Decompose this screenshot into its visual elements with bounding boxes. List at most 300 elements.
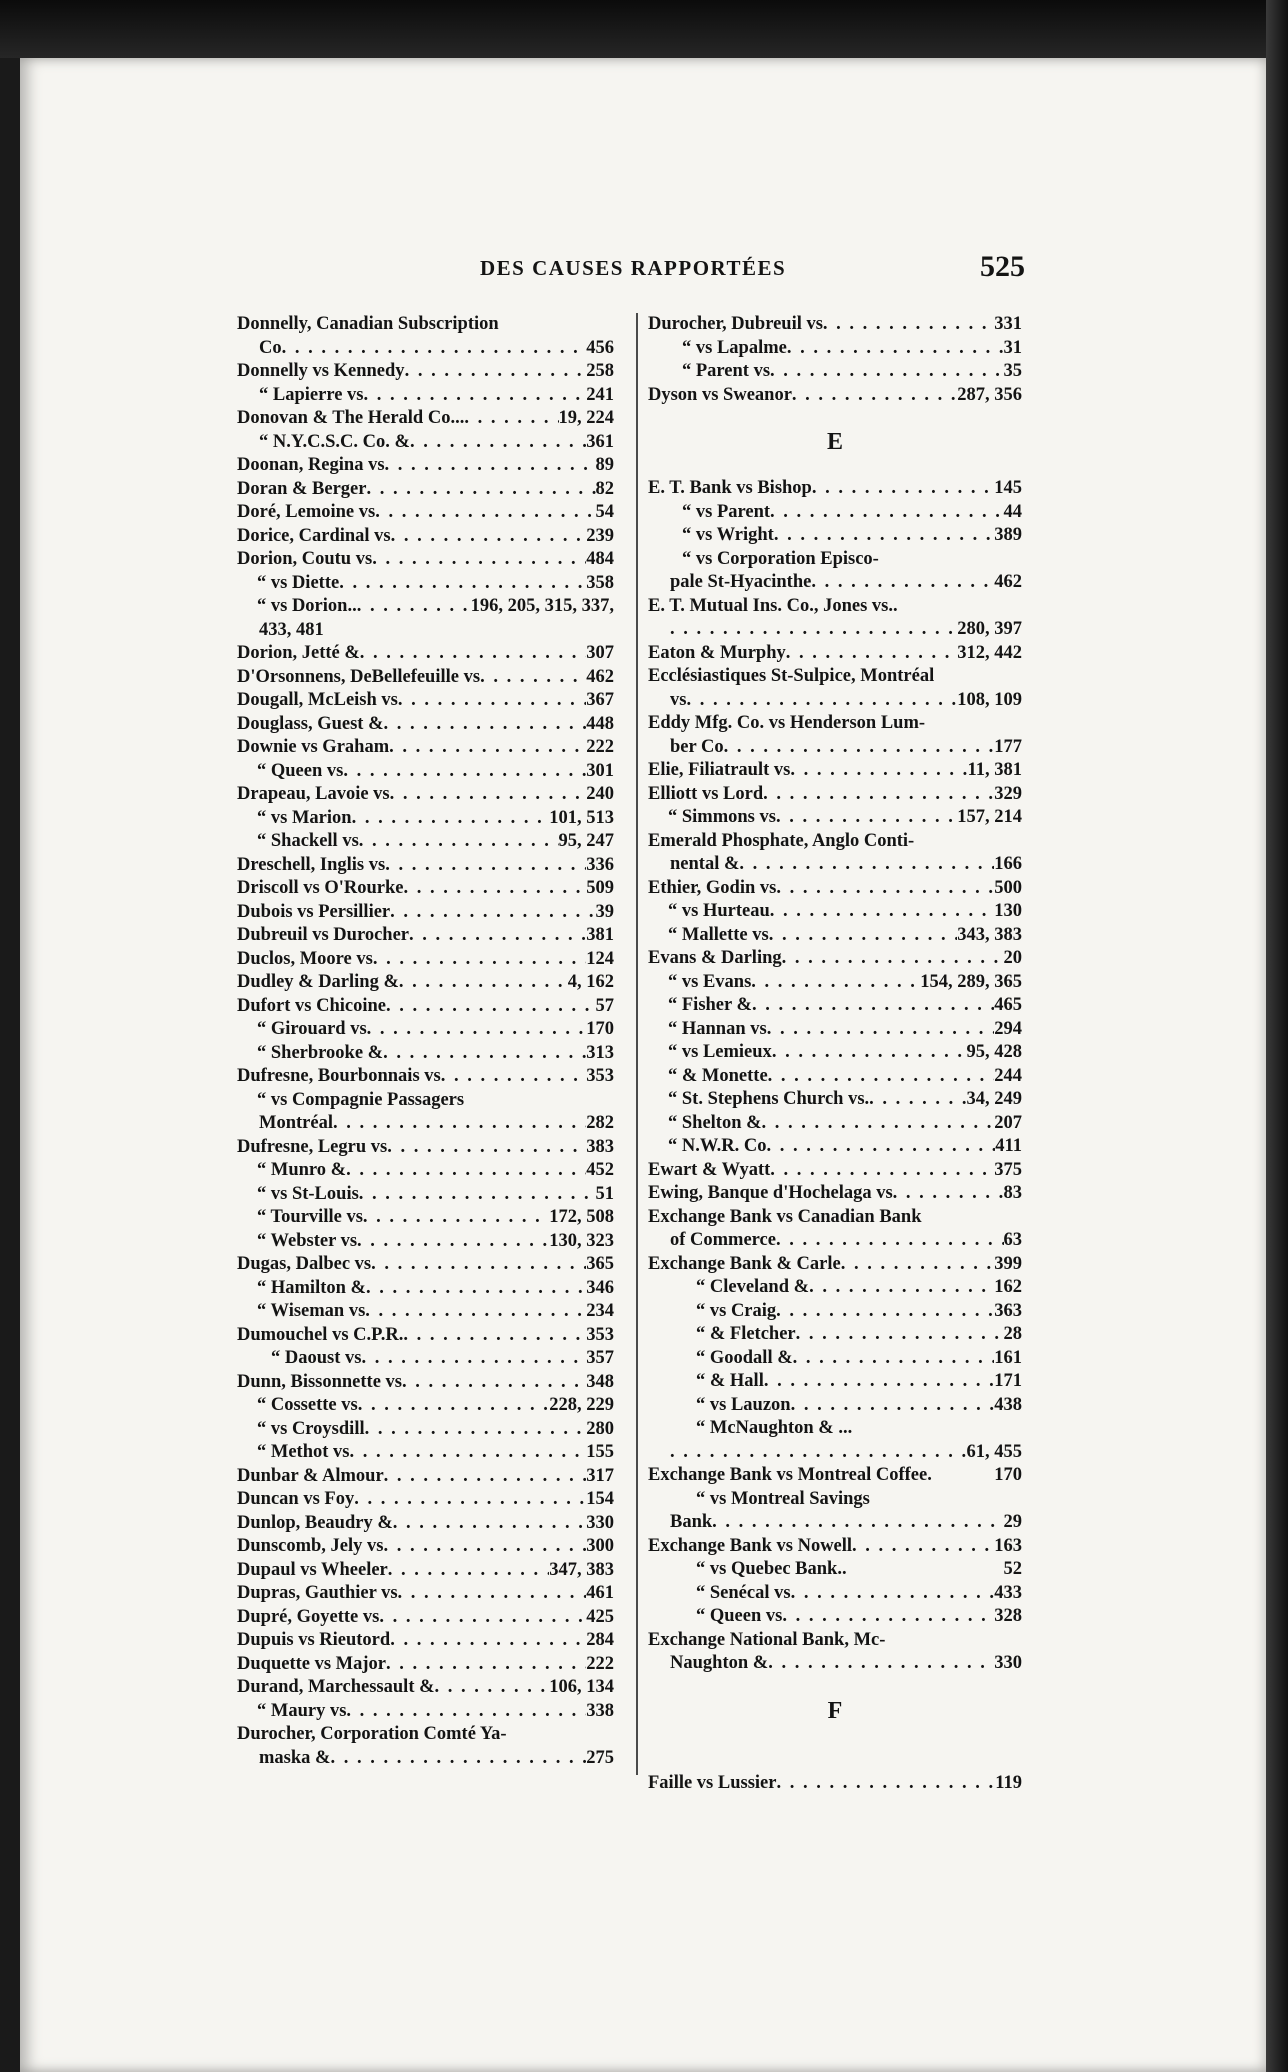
dot-leader [767, 1135, 996, 1159]
entry-text: “ Sherbrooke & [257, 1042, 384, 1063]
entry-page-ref: 411 [995, 1136, 1022, 1156]
entry-page-ref: 196, 205, 315, 337, [470, 596, 614, 616]
entry-text: Dufresne, Bourbonnais vs [237, 1066, 441, 1086]
entry-text: “ vs Lauzon [696, 1394, 791, 1415]
entry-page-ref: 500 [994, 877, 1022, 898]
index-entry [648, 501, 1022, 525]
entry-text: 433, 481 [259, 619, 324, 640]
entry-page-ref: 389 [994, 525, 1022, 545]
entry-text: Dunlop, Beaudry & [237, 1512, 393, 1533]
column-divider [636, 313, 638, 1775]
entry-text: Eaton & Murphy [648, 642, 786, 663]
entry-text: E. T. Mutual Ins. Co., Jones vs.. [648, 595, 898, 616]
entry-page-ref: 82 [595, 478, 614, 499]
entry-page-ref: 433 [994, 1582, 1022, 1603]
index-entry [237, 760, 614, 784]
index-entry [237, 854, 614, 878]
index-entry [237, 877, 614, 901]
scan-top-border [0, 0, 1288, 58]
dot-leader [751, 971, 920, 995]
dot-leader [686, 689, 957, 713]
dot-leader [869, 1088, 966, 1112]
dot-leader [363, 384, 586, 408]
entry-text: Durand, Marchessault & [237, 1677, 435, 1697]
index-entry [237, 1653, 614, 1677]
entry-page-ref: 124 [586, 948, 614, 969]
index-entry [648, 830, 1022, 854]
dot-leader [893, 1182, 1004, 1206]
entry-text: “ Senécal vs [696, 1582, 791, 1603]
index-entry [648, 548, 1022, 572]
entry-page-ref: 330 [586, 1512, 614, 1533]
entry-page-ref: 336 [586, 854, 614, 875]
index-entry [237, 313, 614, 337]
entry-page-ref: 438 [994, 1394, 1022, 1415]
entry-page-ref: 338 [586, 1700, 614, 1721]
entry-page-ref: 313 [586, 1042, 614, 1063]
entry-page-ref: 343, 383 [957, 924, 1022, 945]
index-entry [648, 783, 1022, 807]
index-entry [648, 642, 1022, 666]
dot-leader [712, 1511, 1003, 1535]
entry-text: “ Shackell vs [257, 831, 359, 851]
dot-leader [774, 524, 994, 548]
index-entry [648, 994, 1022, 1018]
entry-text: Dupras, Gauthier vs [237, 1583, 398, 1603]
index-entry [237, 1512, 614, 1536]
index-entry [237, 454, 614, 478]
entry-text: of Commerce [670, 1230, 776, 1250]
entry-page-ref: 39 [595, 901, 614, 922]
entry-text: Dunscomb, Jely vs [237, 1536, 384, 1556]
index-entry [237, 1559, 614, 1583]
dot-leader [764, 1370, 994, 1394]
dot-leader [359, 1183, 596, 1207]
entry-page-ref: 358 [586, 572, 614, 593]
index-entry [648, 947, 1022, 971]
dot-leader [762, 1112, 995, 1136]
dot-leader [365, 1300, 586, 1324]
dot-leader [385, 854, 586, 878]
index-entry [237, 1606, 614, 1630]
index-entry [237, 1065, 614, 1089]
dot-leader [399, 971, 568, 995]
dot-leader [841, 1253, 995, 1277]
index-entry [237, 337, 614, 361]
dot-leader [365, 1418, 587, 1442]
entry-page-ref: 130 [994, 901, 1022, 921]
entry-text: Donnelly, Canadian Subscription [237, 314, 499, 334]
entry-text: Dubreuil vs Durocher [237, 925, 409, 945]
entry-text: “ Mallette vs [668, 924, 769, 945]
entry-text: “ Shelton & [668, 1112, 762, 1133]
entry-text: Dudley & Darling & [237, 972, 399, 992]
entry-page-ref: 347, 383 [549, 1559, 614, 1580]
index-entry [237, 525, 614, 549]
index-entry [648, 1300, 1022, 1324]
dot-leader [361, 1347, 586, 1371]
dot-leader [769, 924, 958, 948]
entry-page-ref: 101, 513 [549, 807, 614, 828]
index-entry [648, 1629, 1022, 1653]
index-entry [237, 666, 614, 690]
entry-page-ref: 312, 442 [957, 642, 1022, 663]
dot-leader [791, 1394, 995, 1418]
index-entry [237, 1277, 614, 1301]
dot-leader [812, 477, 994, 501]
dot-leader [752, 994, 994, 1018]
entry-page-ref: 282 [586, 1113, 614, 1133]
entry-page-ref: 95, 247 [558, 831, 614, 851]
index-entry [648, 1229, 1022, 1253]
entry-text: Bank [670, 1512, 713, 1532]
index-entry [237, 1465, 614, 1489]
section-letter: F [827, 1697, 843, 1724]
dot-leader [763, 783, 994, 807]
dot-leader [792, 384, 957, 408]
section-letter: E [826, 429, 843, 455]
entry-text: “ Maury vs [257, 1700, 347, 1721]
dot-leader [776, 806, 957, 830]
entry-page-ref: 57 [595, 995, 614, 1016]
dot-leader [333, 1112, 586, 1136]
entry-text: Dyson vs Sweanor [648, 384, 792, 405]
entry-page-ref: 106, 134 [549, 1677, 614, 1697]
index-entry [648, 665, 1022, 689]
index-entry [648, 1065, 1022, 1089]
index-entry [648, 595, 1022, 619]
entry-page-ref: 280 [586, 1418, 614, 1439]
dot-leader [354, 1488, 586, 1512]
index-entry [648, 924, 1022, 948]
index-entry [237, 1535, 614, 1559]
entry-text: “ Hamilton & [257, 1277, 366, 1298]
index-entry [648, 313, 1022, 337]
entry-page-ref: 331 [994, 314, 1022, 334]
dot-leader [359, 830, 559, 854]
entry-page-ref: 161 [994, 1347, 1022, 1368]
dot-leader [339, 572, 586, 596]
dot-leader [372, 548, 586, 572]
entry-text: Dorion, Coutu vs [237, 549, 373, 569]
dot-leader [770, 501, 1003, 525]
entry-page-ref: 228, 229 [549, 1395, 614, 1415]
entry-page-ref: 353 [586, 1324, 614, 1345]
index-entry [237, 995, 614, 1019]
entry-page-ref: 234 [586, 1301, 614, 1321]
entry-page-ref: 307 [586, 643, 614, 663]
index-entry [237, 1183, 614, 1207]
index-entry [237, 783, 614, 807]
entry-text: “ Simmons vs [668, 807, 776, 827]
entry-text: Doonan, Regina vs [237, 455, 385, 475]
index-entry [237, 1136, 614, 1160]
dot-leader [388, 1559, 549, 1583]
entry-page-ref: 172, 508 [549, 1207, 614, 1227]
entry-text: “ vs Lemieux [668, 1042, 772, 1062]
entry-text: Dorion, Jetté & [237, 643, 360, 663]
dot-leader [330, 1747, 586, 1771]
entry-text: “ St. Stephens Church vs. [668, 1089, 870, 1109]
index-entry [648, 1347, 1022, 1371]
index-entry [237, 1324, 614, 1348]
index-entry [237, 1700, 614, 1724]
index-entry [237, 948, 614, 972]
index-page [20, 58, 1268, 2072]
index-entry [237, 642, 614, 666]
entry-page-ref: 346 [586, 1277, 614, 1298]
entry-text: Dupuis vs Rieutord [237, 1630, 391, 1650]
entry-page-ref: 361 [586, 431, 614, 452]
entry-page-ref: 448 [586, 713, 614, 734]
index-entry [648, 1323, 1022, 1347]
index-entry [237, 807, 614, 831]
entry-page-ref: 207 [994, 1112, 1022, 1133]
entry-page-ref: 363 [994, 1300, 1022, 1321]
entry-page-ref: 367 [586, 690, 614, 710]
index-entry [648, 1182, 1022, 1206]
section-gap [648, 1746, 1022, 1772]
dot-leader [386, 995, 595, 1019]
entry-text: “ vs Marion [257, 807, 352, 828]
entry-text: E. T. Bank vs Bishop [648, 478, 812, 498]
entry-page-ref: 157, 214 [957, 807, 1022, 827]
entry-text: Dufort vs Chicoine [237, 995, 387, 1016]
entry-text: Dupré, Goyette vs [237, 1606, 380, 1627]
index-entry [648, 1253, 1022, 1277]
dot-leader [386, 1653, 586, 1677]
index-entry [648, 1582, 1022, 1606]
dot-leader [363, 1206, 549, 1230]
entry-page-ref: 425 [586, 1606, 614, 1627]
index-entry [648, 1535, 1022, 1559]
dot-leader [379, 1606, 586, 1630]
dot-leader [670, 1441, 967, 1465]
entry-text: Durocher, Dubreuil vs [648, 314, 823, 334]
dot-leader [772, 1041, 967, 1065]
entry-page-ref: 44 [1003, 501, 1022, 522]
dot-leader [435, 1676, 550, 1700]
index-entry [648, 1441, 1022, 1465]
entry-page-ref: 375 [994, 1159, 1022, 1180]
entry-text: “ Girouard vs [257, 1019, 367, 1039]
dot-leader [776, 1772, 995, 1796]
entry-text: “ vs Corporation Episco- [682, 548, 879, 569]
entry-text: Emerald Phosphate, Anglo Conti- [648, 830, 915, 851]
scan-right-border [1266, 0, 1288, 2072]
index-entry [648, 1135, 1022, 1159]
running-title: DES CAUSES RAPPORTÉES [480, 256, 787, 280]
entry-text: “ Lapierre vs [259, 384, 364, 405]
entry-text: “ & Fletcher [696, 1324, 796, 1344]
index-entry [648, 1488, 1022, 1512]
dot-leader [402, 1371, 586, 1395]
index-entry [648, 524, 1022, 548]
index-column-right [648, 313, 1022, 1795]
entry-text: vs [670, 689, 687, 710]
entry-text: Durocher, Corporation Comté Ya- [237, 1724, 507, 1744]
entry-text: “ Queen vs [696, 1606, 783, 1626]
dot-leader [393, 1512, 587, 1536]
dot-leader [670, 618, 957, 642]
index-entry [648, 759, 1022, 783]
entry-page-ref: 28 [1003, 1324, 1022, 1344]
entry-page-ref: 89 [595, 455, 614, 475]
dot-leader [823, 313, 994, 337]
index-entry [648, 1652, 1022, 1676]
index-entry [648, 1370, 1022, 1394]
dot-leader [389, 736, 586, 760]
entry-text: “ vs St-Louis [257, 1183, 359, 1204]
entry-page-ref: 29 [1003, 1512, 1022, 1532]
index-entry [648, 689, 1022, 713]
entry-text: Dufresne, Legru vs [237, 1136, 388, 1157]
entry-text: Douglass, Guest & [237, 713, 384, 734]
dot-leader [373, 948, 586, 972]
entry-page-ref: 19, 224 [558, 408, 614, 428]
dot-leader [796, 1323, 1004, 1347]
index-entry [648, 1772, 1022, 1796]
index-entry [648, 1159, 1022, 1183]
entry-text: Montréal [259, 1113, 333, 1133]
entry-text: Downie vs Graham [237, 737, 390, 757]
index-entry [237, 1371, 614, 1395]
index-entry [648, 1558, 1022, 1582]
entry-text: Naughton & [670, 1653, 769, 1673]
entry-page-ref: 51 [595, 1183, 614, 1204]
index-entry [648, 360, 1022, 384]
dot-leader [441, 1065, 587, 1089]
entry-text: Duclos, Moore vs [237, 948, 373, 969]
entry-text: Drapeau, Lavoie vs [237, 784, 390, 804]
dot-leader [767, 1018, 995, 1042]
entry-page-ref: 4, 162 [567, 972, 614, 992]
entry-text: Elie, Filiatrault vs [648, 760, 791, 780]
entry-page-ref: 452 [586, 1160, 614, 1180]
entry-text: Dougall, McLeish vs [237, 690, 398, 710]
index-column-left [237, 313, 614, 1770]
index-entry [237, 1347, 614, 1371]
entry-text: “ N.Y.C.S.C. Co. & [259, 431, 410, 452]
entry-text: Driscoll vs O'Rourke [237, 878, 404, 898]
index-entry [237, 1488, 614, 1512]
index-entry [237, 1747, 614, 1771]
entry-text: “ vs Wright [682, 525, 774, 545]
entry-page-ref: 83 [1003, 1183, 1022, 1203]
entry-text: Exchange National Bank, Mc- [648, 1629, 886, 1650]
entry-page-ref: 328 [994, 1606, 1022, 1626]
dot-leader [360, 642, 586, 666]
entry-text: pale St-Hyacinthe [670, 572, 812, 592]
entry-page-ref: 280, 397 [957, 619, 1022, 639]
index-entry [237, 830, 614, 854]
dot-leader [782, 1605, 994, 1629]
entry-page-ref: 329 [994, 783, 1022, 804]
index-entry [648, 736, 1022, 760]
entry-text: Exchange Bank vs Montreal Coffee. [648, 1465, 932, 1485]
page-number: 525 [980, 250, 1025, 283]
index-entry [648, 1464, 1022, 1488]
index-entry [648, 900, 1022, 924]
dot-leader [346, 1700, 586, 1724]
entry-page-ref: 52 [1003, 1559, 1022, 1579]
entry-page-ref: 353 [586, 1066, 614, 1086]
entry-text: “ Munro & [257, 1160, 347, 1180]
entry-text: Co [259, 337, 282, 358]
index-entry [237, 1629, 614, 1653]
dot-leader [786, 642, 958, 666]
index-entry [237, 689, 614, 713]
entry-page-ref: 317 [586, 1465, 614, 1486]
entry-text: “ Parent vs [682, 361, 771, 381]
dot-leader [852, 1535, 994, 1559]
entry-page-ref: 222 [586, 1653, 614, 1674]
index-entry [648, 853, 1022, 877]
entry-page-ref: 462 [586, 666, 614, 687]
entry-text: Donnelly vs Kennedy [237, 361, 405, 381]
dot-leader [367, 1018, 587, 1042]
entry-page-ref: 456 [586, 337, 614, 358]
entry-text: maska & [259, 1747, 331, 1768]
index-entry [237, 713, 614, 737]
index-entry [237, 501, 614, 525]
entry-page-ref: 287, 356 [957, 384, 1022, 405]
index-entry [237, 548, 614, 572]
entry-text: Duquette vs Major [237, 1653, 387, 1674]
dot-leader [724, 736, 995, 760]
index-entry [648, 571, 1022, 595]
index-entry [237, 1441, 614, 1465]
index-entry [237, 736, 614, 760]
entry-text: Elliott vs Lord [648, 783, 764, 804]
dot-leader [390, 1629, 586, 1653]
dot-leader [776, 1300, 994, 1324]
index-entry [237, 431, 614, 455]
entry-text: “ vs Quebec Bank.. [696, 1559, 847, 1579]
dot-leader [366, 1277, 586, 1301]
index-entry [237, 384, 614, 408]
entry-text: Dumouchel vs C.P.R. [237, 1324, 404, 1345]
index-entry [648, 712, 1022, 736]
index-entry [237, 1159, 614, 1183]
entry-page-ref: 241 [586, 384, 614, 405]
entry-text: “ & Hall [696, 1371, 764, 1391]
entry-text: Exchange Bank vs Canadian Bank [648, 1206, 922, 1227]
entry-page-ref: 301 [586, 760, 614, 781]
dot-leader [383, 1535, 586, 1559]
entry-text: “ Fisher & [668, 995, 752, 1015]
entry-page-ref: 119 [995, 1772, 1022, 1793]
entry-page-ref: 465 [994, 995, 1022, 1015]
index-entry [648, 1112, 1022, 1136]
entry-page-ref: 239 [586, 525, 614, 546]
entry-page-ref: 509 [586, 878, 614, 898]
dot-leader [404, 877, 587, 901]
index-entry [237, 1089, 614, 1113]
index-entry [237, 971, 614, 995]
index-entry [648, 1088, 1022, 1112]
index-entry [648, 1394, 1022, 1418]
index-entry [237, 1723, 614, 1747]
dot-leader [282, 337, 587, 361]
index-entry [648, 877, 1022, 901]
dot-leader [387, 1136, 586, 1160]
index-entry [237, 360, 614, 384]
entry-text: Doran & Berger [237, 478, 367, 499]
entry-page-ref: 365 [586, 1254, 614, 1274]
dot-leader [811, 571, 994, 595]
entry-text: “ vs Evans [668, 971, 752, 992]
